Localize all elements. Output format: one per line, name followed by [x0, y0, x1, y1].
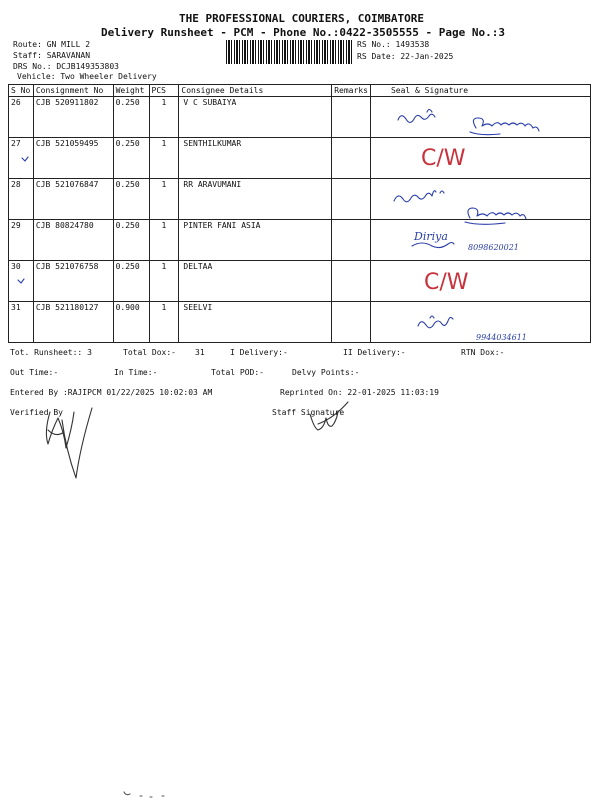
phone-row31: 9944034611 — [476, 333, 527, 342]
cw-mark-row30: C/W — [424, 270, 469, 295]
rtn-dox: RTN Dox:- — [461, 348, 505, 357]
company-title: THE PROFESSIONAL COURIERS, COIMBATORE — [179, 12, 425, 25]
cell-pcs: 1 — [149, 302, 179, 343]
verified-signature — [46, 408, 92, 478]
cell-pcs: 1 — [149, 138, 179, 179]
out-time: Out Time:- — [10, 368, 59, 377]
cell-consignee: PINTER FANI ASIA — [179, 220, 332, 261]
total-dox-label: Total Dox:- — [123, 348, 176, 357]
total-dox-value: 31 — [195, 348, 205, 357]
cw-mark-row27: C/W — [421, 146, 466, 171]
cell-consignment: CJB 521076847 — [33, 179, 113, 220]
cell-sno: 29 — [9, 220, 34, 261]
cell-consignment: CJB 520911802 — [33, 97, 113, 138]
signature-row31 — [418, 316, 453, 328]
cell-sno: 28 — [9, 179, 34, 220]
cell-sno: 31 — [9, 302, 34, 343]
cell-sno: 27 — [9, 138, 34, 179]
staff-signature-label: Staff Signature — [272, 408, 345, 417]
phone-row29: 8098620021 — [468, 243, 519, 252]
signature-row29 — [412, 243, 454, 248]
header-weight: Weight — [113, 85, 149, 97]
staff-label: Staff: SARAVANAN — [13, 51, 91, 60]
cell-sno: 30 — [9, 261, 34, 302]
cell-weight: 0.250 — [113, 138, 149, 179]
runsheet-subtitle: Delivery Runsheet - PCM - Phone No.:0422-3505555 - Page No.:3 — [101, 26, 505, 39]
total-pod: Total POD:- — [211, 368, 264, 377]
cell-consignee: V C SUBAIYA — [179, 97, 332, 138]
entered-by: Entered By :RAJIPCM 01/22/2025 10:02:03 AM — [10, 388, 213, 397]
cell-pcs: 1 — [149, 261, 179, 302]
reprinted-on: Reprinted On: 22-01-2025 11:03:19 — [280, 388, 439, 397]
header-pcs: PCS — [149, 85, 179, 97]
cell-consignment: CJB 521059495 — [33, 138, 113, 179]
header-consignment: Consignment No — [33, 85, 113, 97]
delvy-points: Delvy Points:- — [292, 368, 360, 377]
cell-weight: 0.250 — [113, 220, 149, 261]
cell-weight: 0.250 — [113, 261, 149, 302]
diriya-text: Diriya — [414, 230, 448, 243]
header-remarks: Remarks — [332, 85, 371, 97]
header-seal-signature: Seal & Signature — [370, 85, 590, 97]
route-label: Route: GN MILL 2 — [13, 40, 91, 49]
tick-mark-row30 — [18, 279, 24, 283]
rs-date: RS Date: 22-Jan-2025 — [357, 52, 454, 61]
signature-row28 — [394, 191, 526, 225]
cell-weight: 0.900 — [113, 302, 149, 343]
ii-delivery: II Delivery:- — [343, 348, 406, 357]
cell-consignment: CJB 80824780 — [33, 220, 113, 261]
header-sno: S No — [9, 85, 34, 97]
i-delivery: I Delivery:- — [230, 348, 288, 357]
verified-by-label: Verified By — [10, 408, 63, 417]
cell-weight: 0.250 — [113, 97, 149, 138]
footer-specks — [124, 792, 164, 797]
rs-number: RS No.: 1493538 — [357, 40, 430, 49]
signature-row26 — [398, 110, 539, 135]
cell-sno: 26 — [9, 97, 34, 138]
cell-pcs: 1 — [149, 97, 179, 138]
vehicle-label: Vehicle: Two Wheeler Delivery — [17, 72, 157, 81]
cell-pcs: 1 — [149, 179, 179, 220]
cell-consignment: CJB 521076758 — [33, 261, 113, 302]
tick-mark-row27 — [22, 157, 28, 161]
cell-consignee: SEELVI — [179, 302, 332, 343]
cell-consignee: DELTAA — [179, 261, 332, 302]
cell-consignee: RR ARAVUMANI — [179, 179, 332, 220]
tot-runsheet: Tot. Runsheet:: 3 — [10, 348, 92, 357]
cell-weight: 0.250 — [113, 179, 149, 220]
cell-pcs: 1 — [149, 220, 179, 261]
in-time: In Time:- — [114, 368, 158, 377]
header-consignee: Consignee Details — [179, 85, 332, 97]
cell-consignee: SENTHILKUMAR — [179, 138, 332, 179]
drs-number: DRS No.: DCJB149353803 — [13, 62, 119, 71]
cell-consignment: CJB 521180127 — [33, 302, 113, 343]
